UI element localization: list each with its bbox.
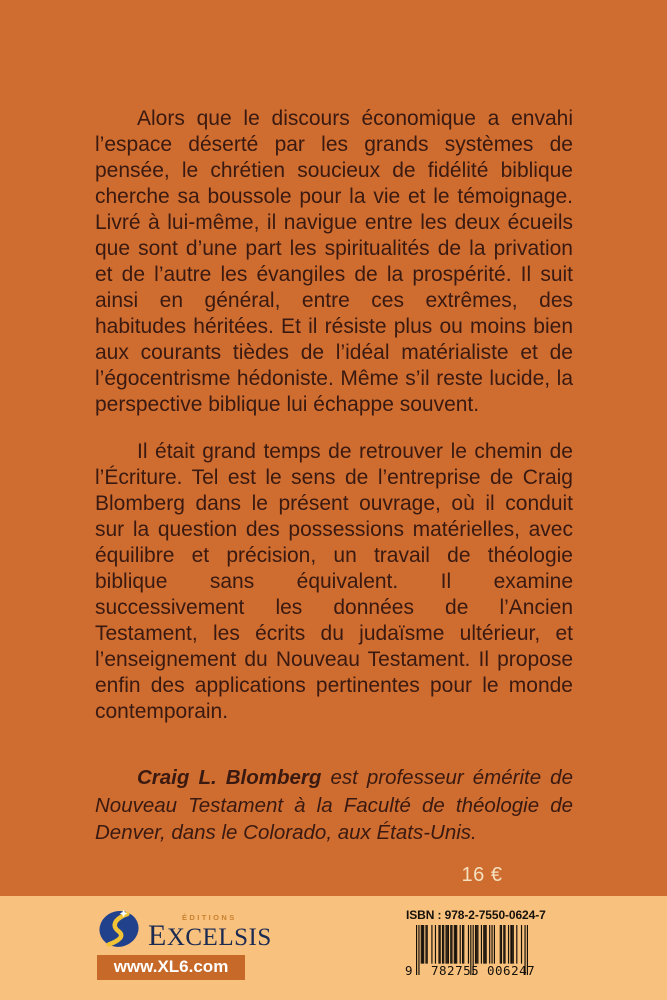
- publisher-name: EXCELSIS: [148, 919, 272, 952]
- barcode-digit-group: 782755: [431, 963, 480, 978]
- synopsis-paragraph-1: Alors que le discours économique a envahi l’espace déserté par les grands systèmes de pensée, le chrétien soucieux de fidélité biblique cherche sa boussole pour la vie et le témoignage. Livré à lui-même, il navigue entre les deux écueils que sont d’une part les spiritualités de la privation et de l’autre les évangiles de la prospérité. Il suit ainsi en général, entre ces extrêmes, des habitudes héritées. Et il résiste plus ou moins bien aux courants tièdes de l’idéal matérialiste et de l’égocentrisme hédoniste. Même s’il reste lucide, la perspective biblique lui échappe souvent.: [95, 107, 573, 416]
- author-bio-text: est professeur émérite de Nouveau Testament à la Faculté de théologie de Denver, dans le Colorado, aux États-Unis.: [95, 766, 573, 844]
- synopsis-paragraph-2: Il était grand temps de retrouver le chemin de l’Écriture. Tel est le sens de l’entreprise de Craig Blomberg dans le présent ouvrage, où il conduit sur la question des possessions matérielles, avec équilibre et précision, un travail de théologie biblique sans équivalent. Il examine successivement les données de l’Ancien Testament, les écrits du judaïsme ultérieur, et l’enseignement du Nouveau Testament. Il propose enfin des applications pertinentes pour le monde contemporain.: [95, 440, 573, 723]
- isbn-label: ISBN : 978-2-7550-0624-7: [406, 908, 546, 922]
- excelsis-globe-icon: [97, 907, 141, 949]
- price-label: 16 €: [461, 864, 503, 886]
- editions-label: ÉDITIONS: [182, 913, 237, 922]
- barcode-block: [404, 908, 546, 977]
- barcode-digits: [404, 963, 546, 977]
- barcode-digit-group: 006247: [487, 963, 536, 978]
- back-cover-text: [95, 106, 573, 847]
- footer-strip: [0, 896, 667, 1000]
- author-bio: [95, 764, 573, 847]
- author-name: Craig L. Blomberg: [137, 766, 322, 789]
- publisher-block: [97, 907, 272, 980]
- publisher-logo: [97, 907, 272, 952]
- publisher-wordmark: [148, 907, 272, 951]
- barcode-digit-group: 9: [405, 963, 413, 978]
- publisher-website: www.XL6.com: [97, 955, 245, 980]
